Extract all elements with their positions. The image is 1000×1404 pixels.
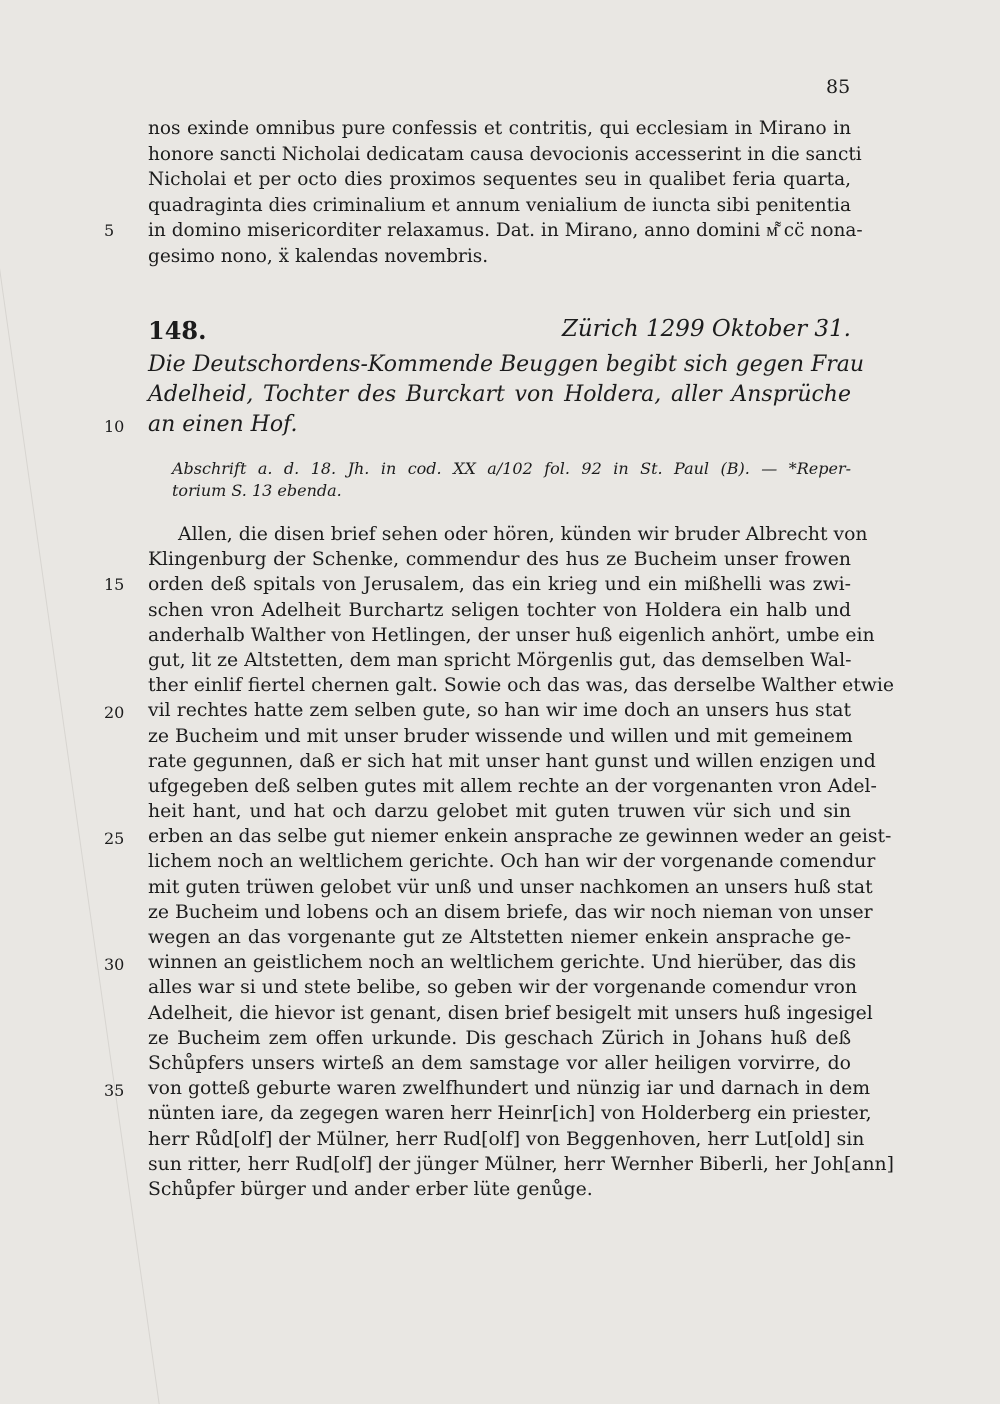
- text-line: honore sancti Nicholai dedicatam causa devocionis accesserint in die sancti: [148, 143, 862, 165]
- text-line: alles war si und stete belibe, so geben wir der vorgenande comendur vron: [148, 977, 857, 999]
- line-number: 10: [104, 417, 125, 436]
- text-line: ze Bucheim und lobens och an disem briefe, das wir noch nieman von unser: [148, 901, 873, 923]
- text-line: ther einlif fiertel chernen galt. Sowie och das was, das derselbe Walther etwie: [148, 675, 894, 697]
- line-number: 20: [104, 703, 125, 722]
- text-line: Adelheit, die hievor ist genant, disen brief besigelt mit unsers huß ingesigel: [148, 1002, 873, 1024]
- text-line: ze Bucheim und mit unser bruder wissende und willen und mit gemeinem: [148, 725, 853, 747]
- text-line: Schůpfer bürger und ander erber lüte genůge.: [148, 1178, 593, 1200]
- main-text: [148, 522, 894, 1202]
- intro-paragraph: [148, 116, 863, 269]
- text-line: lichem noch an weltlichem gerichte. Och han wir der vorgenande comendur: [148, 851, 876, 873]
- text-line: Klingenburg der Schenke, commendur des hus ze Bucheim unser frowen: [148, 549, 851, 571]
- text-line: herr Růd[olf] der Mülner, herr Rud[olf] von Beggenhoven, herr Lut[old] sin: [148, 1128, 865, 1150]
- text-line: orden deß spitals von Jerusalem, das ein krieg und ein mißhelli was zwi-: [148, 574, 851, 596]
- page-number: 85: [826, 76, 851, 98]
- regest-line: Die Deutschordens-Kommende Beuggen begibt sich gegen Frau: [148, 352, 865, 377]
- text-line: rate gegunnen, daß er sich hat mit unser hant gunst und willen enzigen und: [148, 750, 876, 772]
- text-line: schen vron Adelheit Burchartz seligen tochter von Holdera ein halb und: [148, 599, 851, 621]
- text-line: nos exinde omnibus pure confessis et contritis, qui ecclesiam in Mirano in: [148, 118, 851, 139]
- source-line: Abschrift a. d. 18. Jh. in cod. XX a/102 fol. 92 in St. Paul (B). — *Reper-: [172, 459, 851, 478]
- text-line: gesimo nono, ẍ kalendas novembris.: [148, 245, 489, 267]
- document-number: 148.: [148, 316, 207, 345]
- document-heading: [148, 316, 851, 350]
- regest-line: Adelheid, Tochter des Burckart von Holdera, aller Ansprüche: [148, 382, 851, 407]
- line-number: 15: [104, 575, 125, 594]
- text-line: quadraginta dies criminalium et annum venialium de iuncta sibi penitentia: [148, 194, 851, 216]
- text-line: Nicholai et per octo dies proximos sequentes seu in qualibet feria quarta,: [148, 169, 851, 190]
- text-line: von gotteß geburte waren zwelfhundert und nünzig iar und darnach in dem: [148, 1078, 871, 1100]
- source-line: torium S. 13 ebenda.: [172, 481, 342, 500]
- text-line: anderhalb Walther von Hetlingen, der unser huß eigenlich anhört, umbe ein: [148, 624, 875, 646]
- document-date: Zürich 1299 Oktober 31.: [561, 316, 851, 342]
- line-number: 25: [104, 829, 125, 848]
- text-line: erben an das selbe gut niemer enkein ansprache ze gewinnen weder an geist-: [148, 826, 892, 848]
- line-number: 5: [104, 221, 115, 240]
- text-line: sun ritter, herr Rud[olf] der jünger Mülner, herr Wernher Biberli, her Joh[ann]: [148, 1153, 894, 1175]
- text-line: Allen, die disen brief sehen oder hören, künden wir bruder Albrecht von: [178, 524, 868, 545]
- line-number: 30: [104, 955, 125, 974]
- text-line: heit hant, und hat och darzu gelobet mit guten truwen vür sich und sin: [148, 801, 851, 823]
- text-line: Schůpfers unsers wirteß an dem samstage vor aller heiligen vorvirre, do: [148, 1052, 851, 1074]
- text-line: vil rechtes hatte zem selben gute, so han wir ime doch an unsers hus stat: [148, 700, 851, 722]
- text-line: mit guten trüwen gelobet vür unß und unser nachkomen an unsers huß stat: [148, 876, 873, 898]
- text-line: in domino misericorditer relaxamus. Dat. in Mirano, anno domini ᴍ͌ cc̈ nona-: [148, 220, 863, 241]
- text-line: ze Bucheim zem offen urkunde. Dis geschach Zürich in Johans huß deß: [148, 1027, 851, 1049]
- text-line: nünten iare, da zegegen waren herr Heinr[ich] von Holderberg ein priester,: [148, 1103, 872, 1125]
- text-line: winnen an geistlichem noch an weltlichem gerichte. Und hierüber, das dis: [148, 952, 857, 974]
- text-line: wegen an das vorgenante gut ze Altstetten niemer enkein ansprache ge-: [148, 927, 851, 948]
- regest: [148, 350, 865, 440]
- text-line: gut, lit ze Altstetten, dem man spricht Mörgenlis gut, das demselben Wal-: [148, 649, 852, 671]
- line-number: 35: [104, 1081, 125, 1100]
- source-note: [172, 458, 851, 502]
- text-line: ufgegeben deß selben gutes mit allem rechte an der vorgenanten vron Adel-: [148, 775, 877, 797]
- regest-line: an einen Hof.: [148, 412, 298, 437]
